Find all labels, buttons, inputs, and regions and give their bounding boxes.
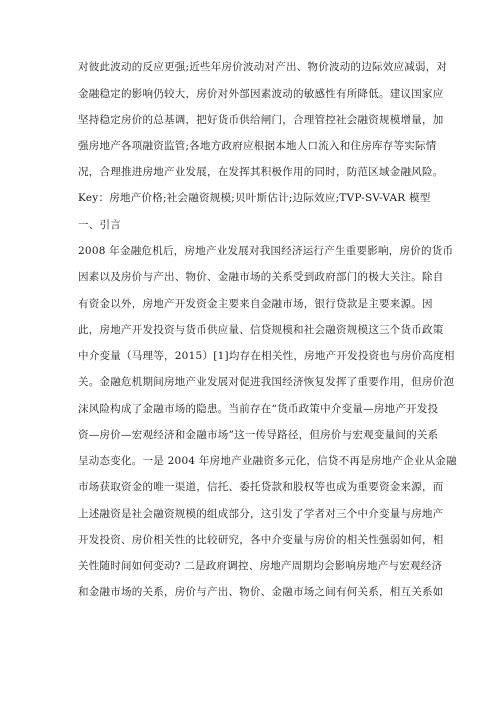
body-line: 上述融资是社会融资规模的组成部分，这引发了学者对三个中介变量与房地产 — [78, 508, 444, 520]
body-line: 有资金以外，房地产开发资金主要来自金融市场，银行贷款是主要来源。因 — [78, 298, 433, 310]
body-line: 关性随时间如何变动? 二是政府调控、房地产周期均会影响房地产与宏观经济 — [78, 560, 443, 572]
abstract-line: 金融稳定的影响仍较大，房价对外部因素波动的敏感性有所降低。建议国家应 — [78, 88, 444, 100]
body-line: 沫风险构成了金融市场的隐患。当前存在“货币政策中介变量—房地产开发投 — [78, 403, 439, 415]
section-heading: 一、引言 — [78, 219, 121, 231]
body-line: 开发投资、房价相关性的比较研究，各中介变量与房价的相关性强弱如何，相 — [78, 534, 444, 546]
body-line: 此，房地产开发投资与货币供应量、信贷规模和社会融资规模这三个货币政策 — [78, 324, 444, 336]
body-line: 因素以及房价与产出、物价、金融市场的关系受到政府部门的极大关注。除自 — [78, 271, 444, 283]
body-line: 关。金融危机期间房地产业发展对促进我国经济恢复发挥了重要作用，但房价泡 — [78, 376, 455, 388]
body-line: 中介变量（马理等，2015）[1]均存在相关性，房地产开发投资也与房价高度相 — [78, 350, 455, 362]
body-line: 和金融市场的关系，房价与产出、物价、金融市场之间有何关系，相互关系如 — [78, 586, 444, 598]
abstract-line: 坚持稳定房价的总基调，把好货币供给闸门，合理管控社会融资规模增量，加 — [78, 114, 444, 126]
keywords: Key：房地产价格;社会融资规模;贝叶斯估计;边际效应;TVP-SV-VAR 模型 — [78, 192, 431, 204]
abstract-line: 对彼此波动的反应更强;近些年房价波动对产出、物价波动的边际效应减弱，对 — [78, 61, 448, 73]
body-line: 资—房价—宏观经济和金融市场”这一传导路径，但房价与宏观变量间的关系 — [78, 429, 439, 441]
abstract-line: 强房地产各项融资监管;各地方政府应根据本地人口流入和住房库存等实际情 — [78, 140, 437, 152]
body-line: 呈动态变化。一是 2004 年房地产业融资多元化，信贷不再是房地产企业从金融 — [78, 455, 457, 467]
body-line: 市场获取资金的唯一渠道，信托、委托贷款和股权等也成为重要资金来源，而 — [78, 481, 444, 493]
body-line: 2008 年金融危机后，房地产业发展对我国经济运行产生重要影响，房价的货币 — [78, 245, 454, 257]
abstract-line: 况，合理推进房地产业发展，在发挥其积极作用的同时，防范区域金融风险。 — [78, 166, 444, 178]
